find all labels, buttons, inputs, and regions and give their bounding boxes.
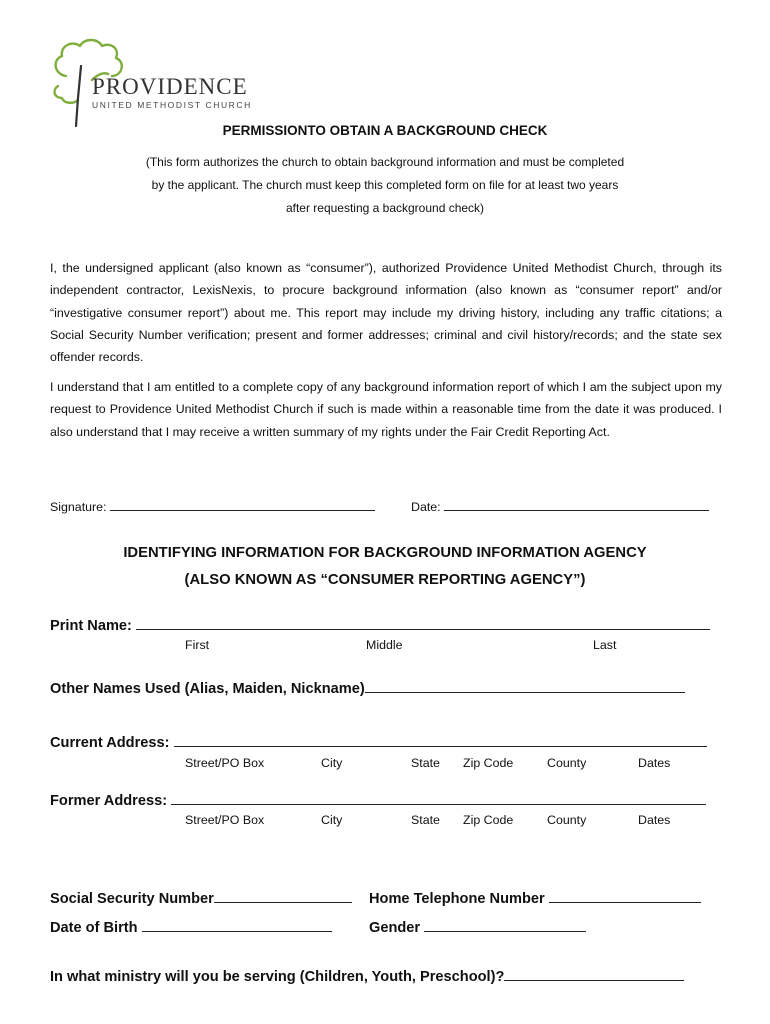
ssn-field[interactable] <box>50 888 352 907</box>
dob-field[interactable] <box>50 917 332 936</box>
church-logo <box>48 36 258 132</box>
print-name-blank[interactable] <box>136 615 710 630</box>
name-part-first: First <box>185 638 210 652</box>
former-address-label: Former Address: <box>50 793 168 809</box>
current-state-label: State <box>411 756 440 770</box>
former-zip-label: Zip Code <box>463 813 514 827</box>
former-county-label: County <box>547 813 587 827</box>
other-names-field[interactable] <box>50 678 685 697</box>
home-phone-label: Home Telephone Number <box>369 891 545 907</box>
gender-blank[interactable] <box>424 917 586 932</box>
former-state-label: State <box>411 813 440 827</box>
ministry-label: In what ministry will you be serving (Children, Youth, Preschool)? <box>50 969 505 985</box>
current-city-label: City <box>321 756 343 770</box>
former-street-label: Street/PO Box <box>185 813 265 827</box>
form-title: PERMISSIONTO OBTAIN A BACKGROUND CHECK <box>222 123 548 138</box>
current-dates-label: Dates <box>638 756 671 770</box>
print-name-field[interactable] <box>50 615 710 634</box>
name-part-middle: Middle <box>366 638 403 652</box>
logo-subline: UNITED METHODIST CHURCH <box>92 100 252 110</box>
section-heading-line-1: IDENTIFYING INFORMATION FOR BACKGROUND INFORMATION AGENCY <box>123 545 647 561</box>
current-address-field[interactable] <box>50 732 707 751</box>
current-zip-label: Zip Code <box>463 756 514 770</box>
ssn-label: Social Security Number <box>50 891 214 907</box>
ministry-blank[interactable] <box>504 966 684 981</box>
subtitle-line-1: (This form authorizes the church to obtain background information and must be completed <box>145 155 625 169</box>
current-address-label: Current Address: <box>50 735 170 751</box>
home-phone-field[interactable] <box>369 888 701 907</box>
current-county-label: County <box>547 756 587 770</box>
signature-field[interactable] <box>50 496 375 514</box>
logo-wordmark: PROVIDENCE <box>92 74 248 99</box>
former-address-field[interactable] <box>50 790 706 809</box>
gender-label: Gender <box>369 920 421 936</box>
dob-blank[interactable] <box>142 917 332 932</box>
former-address-blank[interactable] <box>171 790 706 805</box>
former-city-label: City <box>321 813 343 827</box>
name-part-last: Last <box>593 638 617 652</box>
section-heading-line-2: (ALSO KNOWN AS “CONSUMER REPORTING AGENCY”) <box>184 572 586 588</box>
rights-paragraph: I understand that I am entitled to a complete copy of any background information report of which I am the subject upon my request to Providence United Methodist Church if such is made within a reasonable time from the date it was produced. I also understand that I may receive a written summary of my rights under the Fair Credit Reporting Act. <box>50 380 722 439</box>
subtitle-line-3: after requesting a background check) <box>285 201 485 215</box>
date-blank[interactable] <box>444 496 709 511</box>
ministry-field[interactable] <box>50 966 684 985</box>
signature-blank[interactable] <box>110 496 375 511</box>
other-names-label: Other Names Used (Alias, Maiden, Nickname) <box>50 681 365 697</box>
current-street-label: Street/PO Box <box>185 756 265 770</box>
home-phone-blank[interactable] <box>549 888 701 903</box>
current-address-blank[interactable] <box>174 732 707 747</box>
date-field[interactable] <box>411 496 709 514</box>
gender-field[interactable] <box>369 917 586 936</box>
consent-paragraph: I, the undersigned applicant (also known as “consumer”), authorized Providence United Methodist Church, through its independent contractor, LexisNexis, to procure background information (also known as “consumer report” and/or “investigative consumer report”) about me. This report may include my driving history, including any traffic citations; a Social Security Number verification; present and former addresses; criminal and civil history/records; and the state sex offender records. <box>50 261 722 365</box>
former-dates-label: Dates <box>638 813 671 827</box>
signature-label: Signature: <box>50 500 107 514</box>
ssn-blank[interactable] <box>214 888 352 903</box>
subtitle-line-2: by the applicant. The church must keep this completed form on file for at least two years <box>151 178 619 192</box>
print-name-label: Print Name: <box>50 618 132 634</box>
dob-label: Date of Birth <box>50 920 138 936</box>
other-names-blank[interactable] <box>365 678 685 693</box>
date-label: Date: <box>411 500 441 514</box>
